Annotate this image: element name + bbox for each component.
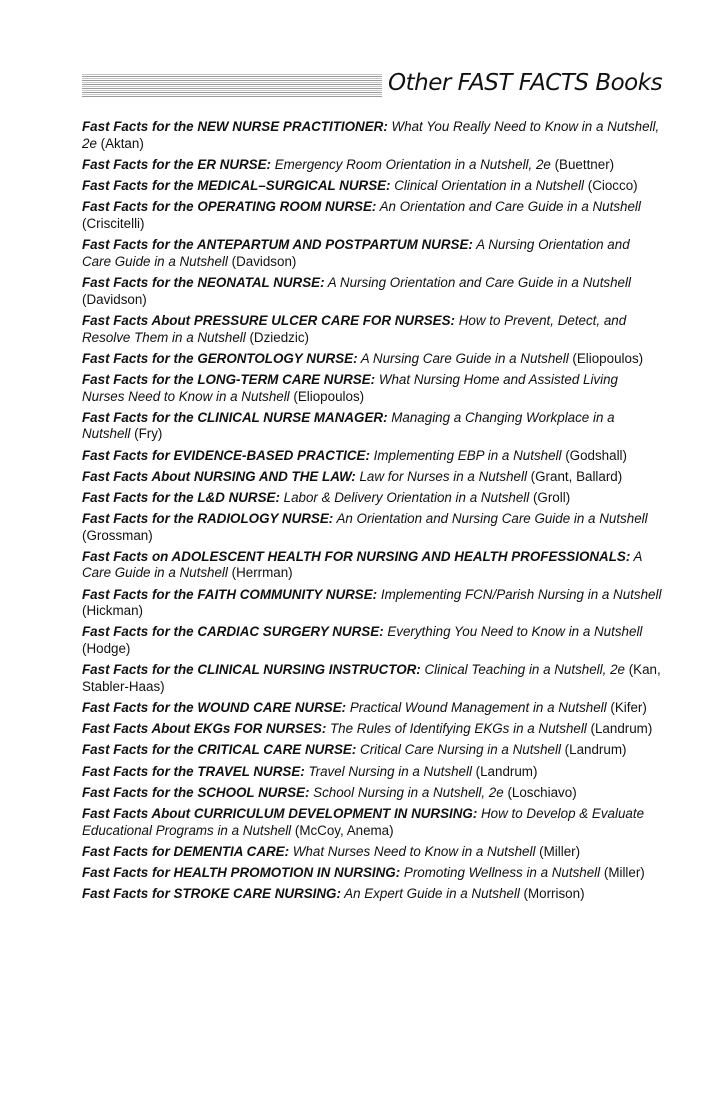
book-subtitle: Everything You Need to Know in a Nutshell [383,624,643,640]
book-series-title: Fast Facts for the CLINICAL NURSING INSTRUCTOR: [82,662,421,678]
book-subtitle: How to Develop & Evaluate Educational Programs in a Nutshell [82,805,645,838]
book-entry [82,806,662,840]
book-subtitle: Law for Nurses in a Nutshell [355,468,527,484]
book-series-title: Fast Facts for the NEONATAL NURSE: [82,274,325,290]
book-series-title: Fast Facts for the WOUND CARE NURSE: [82,700,347,716]
book-subtitle: Promoting Wellness in a Nutshell [400,864,601,880]
book-entry [82,587,662,621]
book-entry [82,351,662,368]
book-author: (Davidson) [227,253,297,269]
book-entry [82,865,662,882]
book-subtitle: Implementing FCN/Parish Nursing in a Nutshell [377,586,662,602]
book-series-title: Fast Facts for the OPERATING ROOM NURSE: [82,199,377,215]
book-author: (Fry) [130,426,163,442]
book-author: (Grossman) [82,527,153,543]
book-series-title: Fast Facts About EKGs FOR NURSES: [82,721,327,737]
book-subtitle: What You Really Need to Know in a Nutshell, 2e [82,119,660,151]
book-author: (Morrison) [519,885,585,901]
book-author: (Godshall) [561,447,627,463]
book-author: (Criscitelli) [82,215,145,231]
book-series-title: Fast Facts for DEMENTIA CARE: [82,843,290,859]
book-subtitle: A Nursing Orientation and Care Guide in a Nutshell [324,274,631,290]
book-entry [82,764,662,781]
book-subtitle: What Nurses Need to Know in a Nutshell [289,843,536,859]
book-series-title: Fast Facts for the ANTEPARTUM AND POSTPARTUM NURSE: [82,236,473,252]
book-entry [82,721,662,738]
book-author: (Landrum) [586,721,653,737]
book-subtitle: Emergency Room Orientation in a Nutshell, 2e [271,156,551,172]
book-author: (Miller) [535,843,581,859]
book-subtitle: A Care Guide in a Nutshell [82,548,642,581]
book-subtitle: School Nursing in a Nutshell, 2e [309,784,504,800]
book-author: (Kan, Stabler-Haas) [82,662,661,695]
book-series-title: Fast Facts for the L&D NURSE: [82,489,280,505]
book-series-title: Fast Facts for the ER NURSE: [82,156,271,172]
book-author: (Aktan) [96,135,144,151]
book-subtitle: What Nursing Home and Assisted Living Nurses Need to Know in a Nutshell [82,371,618,404]
page-title: Other FAST FACTS Books [388,70,663,96]
book-entry [82,549,662,583]
book-entry [82,785,662,802]
book-entry [82,119,662,153]
book-author: (Kifer) [606,700,647,716]
book-author: (Grant, Ballard) [526,468,623,484]
book-series-title: Fast Facts for the GERONTOLOGY NURSE: [82,350,358,366]
book-subtitle: An Expert Guide in a Nutshell [340,885,520,901]
book-entry [82,237,662,271]
book-series-title: Fast Facts for HEALTH PROMOTION IN NURSING: [82,864,401,880]
book-subtitle: Practical Wound Management in a Nutshell [346,700,607,716]
book-author: (Landrum) [471,763,538,779]
book-author: (Eliopoulos) [289,388,365,404]
book-entry [82,448,662,465]
book-list [82,119,662,907]
book-subtitle: An Orientation and Care Guide in a Nutshell [376,199,641,215]
book-subtitle: A Nursing Orientation and Care Guide in a Nutshell [82,236,630,269]
book-series-title: Fast Facts for the MEDICAL–SURGICAL NURSE: [82,177,391,193]
book-series-title: Fast Facts for the RADIOLOGY NURSE: [82,510,334,526]
book-entry [82,700,662,717]
book-entry [82,490,662,507]
book-entry [82,662,662,696]
book-author: (McCoy, Anema) [291,822,394,838]
book-series-title: Fast Facts for the NEW NURSE PRACTITIONER: [82,119,388,134]
book-subtitle: Critical Care Nursing in a Nutshell [356,742,561,758]
book-subtitle: The Rules of Identifying EKGs in a Nutshell [326,721,587,737]
book-entry [82,469,662,486]
book-author: (Davidson) [82,291,147,307]
book-author: (Buettner) [550,156,615,172]
book-series-title: Fast Facts on ADOLESCENT HEALTH FOR NURSING AND HEALTH PROFESSIONALS: [82,548,631,564]
book-series-title: Fast Facts About PRESSURE ULCER CARE FOR NURSES: [82,312,455,328]
book-entry [82,844,662,861]
book-entry [82,199,662,233]
book-entry [82,372,662,406]
book-series-title: Fast Facts for the CARDIAC SURGERY NURSE: [82,624,384,640]
book-series-title: Fast Facts for the TRAVEL NURSE: [82,763,305,779]
book-entry [82,275,662,309]
book-series-title: Fast Facts for the SCHOOL NURSE: [82,784,310,800]
book-series-title: Fast Facts for EVIDENCE-BASED PRACTICE: [82,447,370,463]
book-subtitle: Clinical Teaching in a Nutshell, 2e [420,662,625,678]
book-entry [82,886,662,903]
book-entry [82,178,662,195]
book-subtitle: Managing a Changing Workplace in a Nutshell [82,409,615,442]
decorative-rules [82,74,382,98]
book-author: (Dziedzic) [245,329,309,345]
book-subtitle: Implementing EBP in a Nutshell [369,447,562,463]
book-subtitle: An Orientation and Nursing Care Guide in a Nutshell [333,510,648,526]
book-author: (Herrman) [227,565,293,581]
book-series-title: Fast Facts for STROKE CARE NURSING: [82,885,341,901]
book-entry [82,511,662,545]
book-entry [82,624,662,658]
book-author: (Miller) [600,864,645,880]
book-entry [82,742,662,759]
book-author: (Ciocco) [584,177,638,193]
book-series-title: Fast Facts for the CLINICAL NURSE MANAGER: [82,409,388,425]
book-series-title: Fast Facts for the FAITH COMMUNITY NURSE: [82,586,378,602]
book-series-title: Fast Facts About NURSING AND THE LAW: [82,468,356,484]
book-author: (Landrum) [560,742,627,758]
book-subtitle: Labor & Delivery Orientation in a Nutshell [279,489,530,505]
book-subtitle: Clinical Orientation in a Nutshell [390,177,585,193]
book-series-title: Fast Facts for the CRITICAL CARE NURSE: [82,742,357,758]
book-subtitle: A Nursing Care Guide in a Nutshell [357,350,569,366]
book-series-title: Fast Facts for the LONG-TERM CARE NURSE: [82,371,376,387]
book-author: (Groll) [529,489,571,505]
book-subtitle: How to Prevent, Detect, and Resolve Them in a Nutshell [82,312,627,345]
book-subtitle: Travel Nursing in a Nutshell [304,763,472,779]
page-header [82,70,663,100]
book-entry [82,313,662,347]
book-author: (Eliopoulos) [568,350,644,366]
book-author: (Loschiavo) [503,784,577,800]
book-entry [82,157,662,174]
book-series-title: Fast Facts About CURRICULUM DEVELOPMENT IN NURSING: [82,805,478,821]
book-entry [82,410,662,444]
book-author: (Hodge) [82,641,131,657]
book-author: (Hickman) [82,603,144,619]
